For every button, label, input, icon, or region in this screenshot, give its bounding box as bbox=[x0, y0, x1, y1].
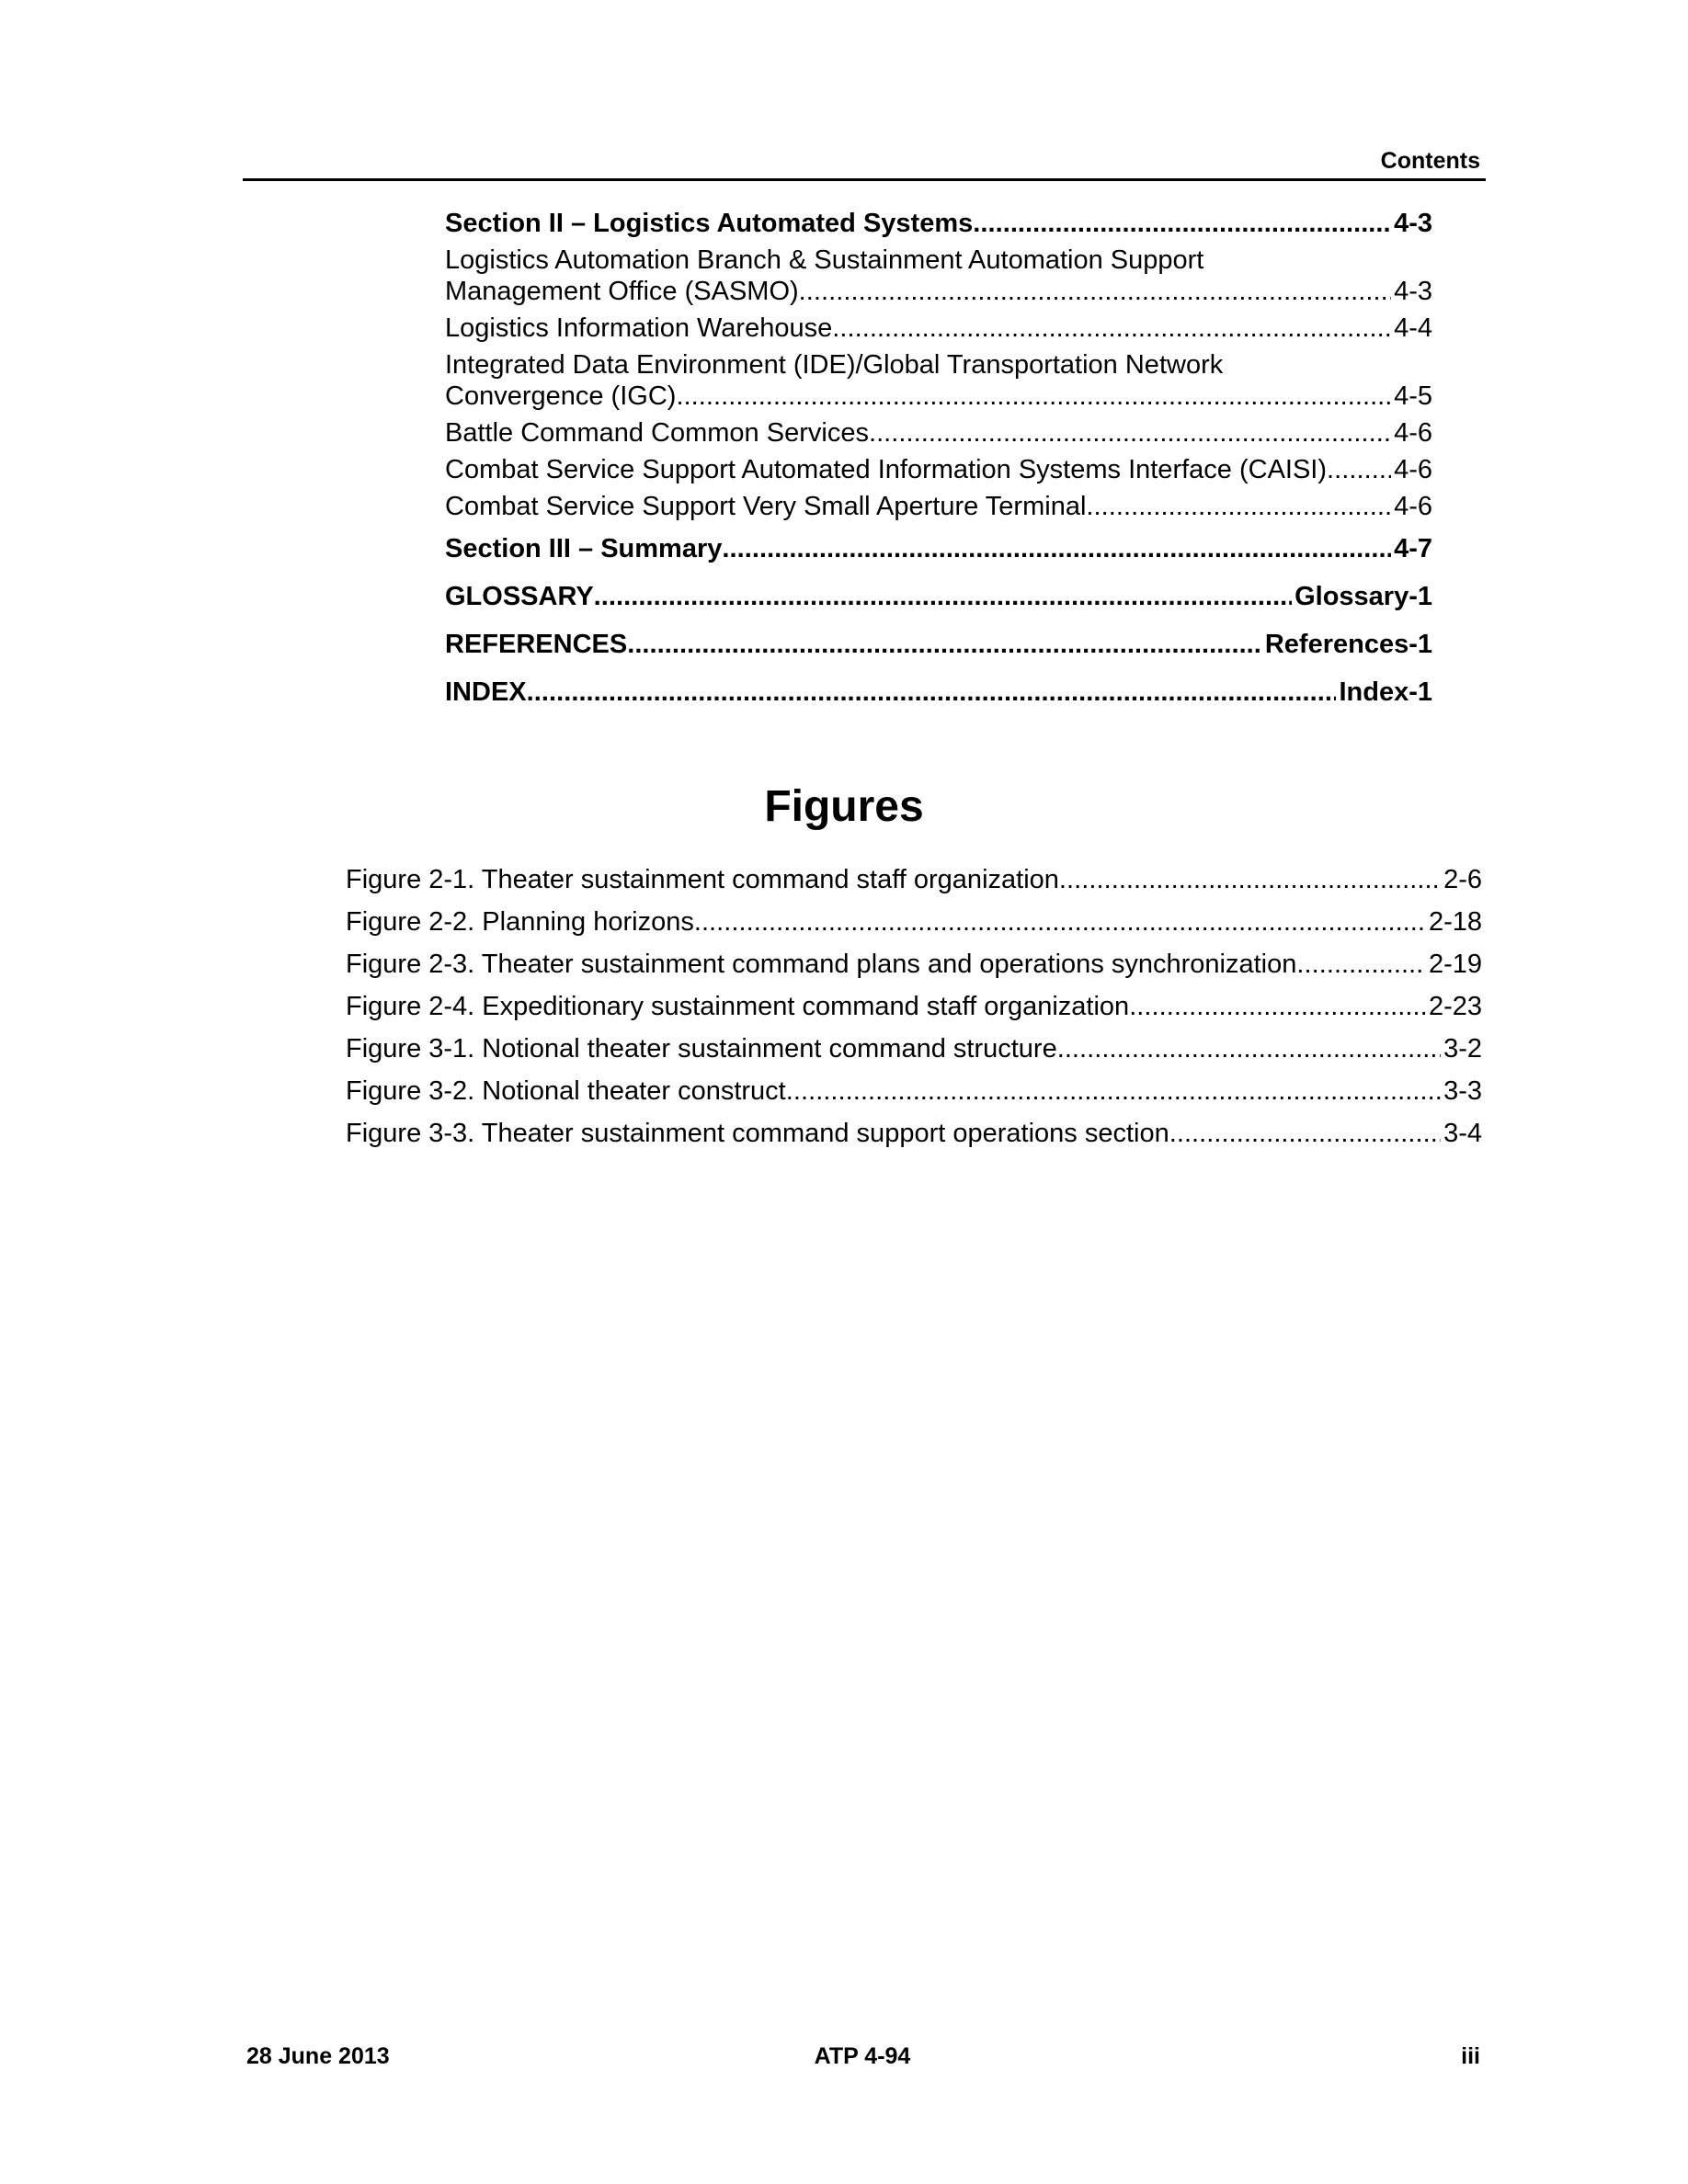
toc-entry-index[interactable] bbox=[445, 677, 1432, 708]
toc-entry-page: 4-5 bbox=[1394, 381, 1432, 411]
toc-entry-page: Glossary-1 bbox=[1295, 582, 1432, 611]
toc-entry-title-line2: Convergence (IGC) bbox=[445, 381, 677, 411]
toc-entry-page: 4-3 bbox=[1394, 209, 1432, 238]
figure-entry-page: 2-19 bbox=[1428, 950, 1482, 979]
header-rule bbox=[243, 178, 1486, 181]
toc-entry-caisi[interactable] bbox=[445, 454, 1432, 485]
toc-entry-title: Combat Service Support Automated Information Systems Interface (CAISI) bbox=[445, 455, 1328, 484]
toc-entry-page: 4-7 bbox=[1394, 534, 1432, 563]
dot-leader bbox=[832, 313, 1391, 344]
footer-publication: ATP 4-94 bbox=[814, 2043, 911, 2069]
toc-entry-ide-igc[interactable] bbox=[445, 349, 1432, 412]
toc-entry-title: REFERENCES bbox=[445, 630, 628, 659]
toc-entry-bccs[interactable] bbox=[445, 417, 1432, 449]
toc-entry-page: Index-1 bbox=[1339, 677, 1432, 707]
figure-entry[interactable] bbox=[346, 991, 1482, 1022]
dot-leader bbox=[973, 208, 1391, 239]
toc-entry-section-iii[interactable] bbox=[445, 533, 1432, 564]
dot-leader bbox=[722, 533, 1391, 564]
dot-leader bbox=[594, 581, 1292, 612]
dot-leader bbox=[694, 906, 1426, 938]
toc-entry-references[interactable] bbox=[445, 629, 1432, 660]
dot-leader bbox=[1169, 1118, 1441, 1149]
figure-entry[interactable] bbox=[346, 1033, 1482, 1064]
toc-entry-title: Battle Command Common Services bbox=[445, 418, 869, 448]
dot-leader bbox=[1327, 454, 1391, 485]
figure-entry-title: Figure 2-3. Theater sustainment command plans and operations synchronization bbox=[346, 950, 1297, 979]
dot-leader bbox=[786, 1075, 1441, 1107]
list-of-figures bbox=[346, 864, 1482, 1160]
toc-entry-page: 4-6 bbox=[1394, 492, 1432, 521]
toc-entry-title: INDEX bbox=[445, 677, 527, 707]
dot-leader bbox=[1296, 949, 1426, 980]
figure-entry[interactable] bbox=[346, 906, 1482, 938]
toc-entry-page: 4-6 bbox=[1394, 418, 1432, 448]
toc-entry-title-line1: Integrated Data Environment (IDE)/Global Transportation Network bbox=[445, 350, 1224, 380]
toc-entry-title: Section II – Logistics Automated Systems bbox=[445, 209, 974, 238]
toc-entry-page: 4-6 bbox=[1394, 455, 1432, 484]
footer-date: 28 June 2013 bbox=[246, 2043, 390, 2069]
toc-entry-glossary[interactable] bbox=[445, 581, 1432, 612]
dot-leader bbox=[869, 417, 1391, 449]
figure-entry-title: Figure 3-2. Notional theater construct bbox=[346, 1076, 786, 1106]
figure-entry[interactable] bbox=[346, 1118, 1482, 1149]
dot-leader bbox=[627, 629, 1262, 660]
toc-entry-vsat[interactable] bbox=[445, 491, 1432, 522]
figure-entry-page: 3-4 bbox=[1443, 1119, 1482, 1148]
figure-entry-title: Figure 2-2. Planning horizons bbox=[346, 907, 694, 937]
toc-entry-page: 4-4 bbox=[1394, 313, 1432, 343]
dot-leader bbox=[1129, 991, 1426, 1022]
toc-entry-page: References-1 bbox=[1264, 630, 1432, 659]
toc-entry-title: Section III – Summary bbox=[445, 534, 723, 563]
dot-leader bbox=[799, 276, 1391, 307]
figure-entry[interactable] bbox=[346, 864, 1482, 895]
figure-entry-page: 3-3 bbox=[1443, 1076, 1482, 1106]
toc-entry-sasmo[interactable] bbox=[445, 245, 1432, 307]
toc-entry-page: 4-3 bbox=[1394, 277, 1432, 306]
figure-entry-page: 2-6 bbox=[1443, 865, 1482, 894]
toc-entry-title-line2: Management Office (SASMO) bbox=[445, 277, 799, 306]
table-of-contents bbox=[445, 208, 1432, 708]
toc-entry-title: Logistics Information Warehouse bbox=[445, 313, 833, 343]
toc-entry-section-ii[interactable] bbox=[445, 208, 1432, 239]
footer-page-number: iii bbox=[1461, 2043, 1480, 2069]
dot-leader bbox=[527, 677, 1337, 708]
figure-entry-page: 2-18 bbox=[1428, 907, 1482, 937]
dot-leader bbox=[676, 381, 1391, 412]
figure-entry-title: Figure 3-1. Notional theater sustainment command structure bbox=[346, 1034, 1057, 1064]
figures-heading: Figures bbox=[764, 782, 924, 831]
figure-entry-page: 2-23 bbox=[1428, 992, 1482, 1021]
figure-entry-title: Figure 2-4. Expeditionary sustainment command staff organization bbox=[346, 992, 1130, 1021]
toc-entry-liw[interactable] bbox=[445, 313, 1432, 344]
figure-entry-page: 3-2 bbox=[1443, 1034, 1482, 1064]
toc-entry-title: Combat Service Support Very Small Aperture Terminal bbox=[445, 492, 1087, 521]
running-header: Contents bbox=[1380, 148, 1480, 174]
toc-entry-title: GLOSSARY bbox=[445, 582, 594, 611]
dot-leader bbox=[1086, 491, 1391, 522]
dot-leader bbox=[1059, 864, 1441, 895]
figure-entry[interactable] bbox=[346, 949, 1482, 980]
figure-entry-title: Figure 2-1. Theater sustainment command staff organization bbox=[346, 865, 1059, 894]
dot-leader bbox=[1057, 1033, 1441, 1064]
figure-entry[interactable] bbox=[346, 1075, 1482, 1107]
toc-entry-title-line1: Logistics Automation Branch & Sustainment Automation Support bbox=[445, 245, 1204, 275]
figure-entry-title: Figure 3-3. Theater sustainment command support operations section bbox=[346, 1119, 1169, 1148]
